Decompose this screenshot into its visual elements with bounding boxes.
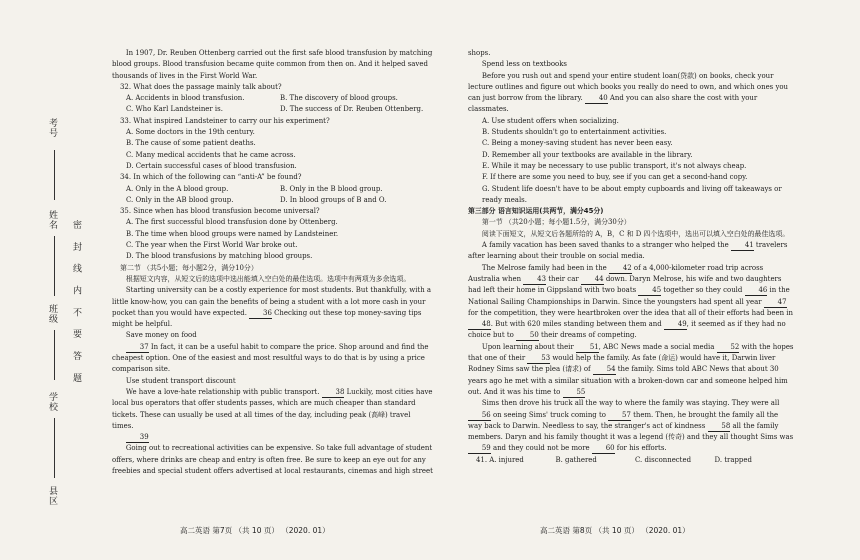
passage-paragraph [112, 285, 434, 330]
text: with the hopes that one of their [468, 342, 794, 363]
option-b: B. Students shouldn't go to entertainment activities. [482, 128, 667, 137]
text: would help the family. As fate (命运) would have it, Darwin liver Rodney Sims saw the plea (请求) of [468, 354, 776, 374]
question-35: 35. Since when has blood transfusion become universal? [120, 207, 320, 216]
text: Luckily, most cities have local bus operators that offer students passes, which are much cheaper than standard tickets. These can usually be used at all times of the day, including peak (高峰) travel times. [112, 387, 433, 430]
blank-51: 51 [576, 343, 599, 353]
text: Upon learning about their [481, 342, 574, 351]
text: of a 4,000-kilometer road trip across Australia when [468, 263, 764, 283]
page-8-column [468, 48, 794, 466]
option-b: B. gathered [555, 455, 597, 464]
binding-margin [0, 0, 92, 560]
blank-53: 53 [527, 354, 550, 364]
option-a: A. Some doctors in the 19th century. [126, 128, 255, 137]
blank-54: 54 [593, 365, 616, 375]
text: together so they could [663, 286, 743, 295]
label-xuexiao: 学校 [47, 392, 57, 412]
xuexiao-line [54, 418, 55, 478]
subheading: Save money on food [125, 331, 197, 340]
section-2-heading: 第二节 （共5小题；每小题2分，满分10分） [120, 263, 258, 272]
option-c: C. Many medical accidents that he came across. [126, 150, 296, 159]
banji-line [54, 330, 55, 380]
passage-paragraph [112, 342, 434, 376]
part-3-heading: 第三部分 语言知识运用(共两节，满分45分) [468, 207, 604, 216]
xingming-line [54, 236, 55, 296]
cloze-paragraph [468, 398, 794, 454]
text: their dreams of competing. [540, 331, 637, 340]
blank-36: 36 [249, 309, 272, 319]
option-c: C. disconnected [635, 455, 692, 464]
text: them. Then, he brought the family all the way back to Darwin. Needless to say, the stranger's act of kindness [468, 410, 779, 430]
text: , ABC News made a social media [598, 342, 715, 351]
blank-56: 56 [468, 411, 491, 421]
text: travelers after learning about their trouble on social media. [468, 241, 788, 261]
text: and they could not be more [492, 444, 590, 453]
option-b: B. The discovery of blood groups. [280, 94, 398, 103]
text: A family vacation has been saved thanks to a stranger who helped the [481, 241, 729, 250]
option-c: C. Who Karl Landsteiner is. [126, 105, 223, 114]
option-a: 41. A. injured [476, 455, 524, 464]
text: The Melrose family had been in the [481, 263, 607, 272]
blank-58: 58 [708, 422, 731, 432]
blank-43: 43 [523, 275, 546, 285]
text: We have a love-hate relationship with public transport. [125, 387, 320, 396]
passage-paragraph: In 1907, Dr. Reuben Ottenberg carried out the first safe blood transfusion by matching blood groups. Blood transfusion became quite common from then on. And it helped saved thousands of lives in the First World War. [112, 49, 433, 80]
label-xingming: 姓名 [47, 210, 57, 230]
option-d: D. trapped [714, 455, 752, 464]
passage-continuation: shops. [468, 49, 491, 57]
option-e: E. While it may be necessary to use public transport, it's not always cheap. [482, 161, 747, 170]
blank-46: 46 [745, 286, 768, 296]
option-a: A. Accidents in blood transfusion. [126, 94, 245, 103]
option-d: D. The success of Dr. Reuben Ottenberg. [280, 105, 424, 114]
blank-55: 55 [563, 388, 586, 398]
page-7-column [112, 48, 434, 477]
blank-38: 38 [322, 388, 345, 398]
text: all the family members. Daryn and his family thought it was a legend (传奇) and they all thought Sims was [468, 421, 794, 442]
question-34-options-row1 [112, 184, 434, 195]
option-d: D. In blood groups of B and O. [280, 195, 387, 204]
option-c: C. Being a money-saving student has never been easy. [482, 139, 673, 148]
option-a: A. The first successful blood transfusion done by Ottenberg. [126, 218, 338, 227]
blank-41: 41 [731, 241, 754, 251]
section-2-instructions: 根据短文内容，从短文后的选项中选出能填入空白处的最佳选项。选项中有两项为多余选项。 [125, 274, 411, 283]
option-c: C. Only in the AB blood group. [126, 195, 234, 204]
text: Starting university can be a costly experience for most students. But thankfully, with a little know-how, you can gain the benefits of being a student with a lot more cash in your pocket than you would have expected. [112, 286, 432, 317]
text: the family. Sims told ABC News that about 30 years ago he met with a similar situation with a broken-down car and someone helped him out. And it was his time to [468, 365, 788, 396]
blank-47: 47 [764, 298, 787, 308]
text: And you can also share the cost with your classmates. [468, 94, 758, 114]
blank-50: 50 [516, 331, 539, 341]
text: for his efforts. [616, 444, 667, 453]
text: In fact, it can be a useful habit to compare the price. Shop around and find the cheapest option. One of the easiest and most resultful ways to do that is by using a price comparison site. [112, 342, 429, 374]
cloze-paragraph [468, 263, 794, 342]
page-8-footer: 高二英语 第8页 （共 10 页） （2020. 01） [540, 526, 690, 535]
section-1-heading: 第一节 （共20小题；每小题1.5分，满分30分） [481, 218, 631, 227]
cloze-paragraph [468, 240, 794, 263]
blank-42: 42 [609, 264, 632, 274]
blank-59: 59 [468, 444, 491, 454]
text: Checking out these top money-saving tips might be helpful. [112, 308, 422, 329]
text: in the National Sailing Championships in Darwin. Since the youngsters had spent all year [468, 286, 790, 306]
subheading: Use student transport discount [125, 376, 236, 385]
question-41 [468, 455, 794, 466]
subheading-blank [112, 432, 434, 443]
blank-37: 37 [126, 343, 149, 353]
question-33: 33. What inspired Landsteiner to carry our his experiment? [120, 116, 330, 125]
blank-44: 44 [581, 275, 604, 285]
blank-52: 52 [717, 343, 740, 353]
option-g: G. Student life doesn't have to be about empty cupboards and living off takeaways or ready meals. [482, 184, 782, 204]
passage-paragraph [112, 387, 434, 432]
question-32-options-row2 [112, 104, 434, 115]
question-34-options-row2 [112, 195, 434, 206]
blank-40: 40 [585, 94, 608, 104]
option-a: A. Only in the A blood group. [126, 184, 229, 193]
option-c: C. The year when the First World War broke out. [126, 241, 298, 250]
blank-60: 60 [592, 444, 615, 454]
option-d: D. Remember all your textbooks are available in the library. [482, 150, 693, 159]
text: . But with 620 miles standing between them and [490, 320, 662, 329]
cloze-paragraph [468, 342, 794, 398]
option-d: D. Certain successful cases of blood transfusion. [126, 161, 297, 170]
page-7-footer: 高二英语 第7页 （共 10 页） （2020. 01） [180, 526, 330, 535]
question-32-options-row1 [112, 93, 434, 104]
question-34: 34. In which of the following can “anti-A” be found? [120, 173, 302, 182]
text: Before you rush out and spend your entire student loan(贷款) on books, check your lecture outlines and figure out which books you really do need to own, and which ones you can just borrow from the library. [468, 71, 789, 103]
text: on seeing Sims' truck coming to [492, 410, 606, 419]
text: for the competition, they were heartbroken over the idea that all of their efforts had been in [468, 308, 793, 317]
blank-57: 57 [608, 411, 631, 421]
option-b: B. Only in the B blood group. [280, 184, 383, 193]
text: their car [548, 274, 579, 283]
label-kaohao: 考号 [47, 118, 57, 138]
section-1-instructions: 阅读下面短文，从短文后各题所给的 A，B，C 和 D 四个选项中，选出可以填入空白处的最佳选项。 [481, 229, 790, 238]
option-b: B. The time when blood groups were named by Landsteiner. [126, 229, 339, 238]
passage-paragraph [468, 71, 794, 116]
question-32: 32. What does the passage mainly talk about? [120, 82, 282, 91]
option-d: D. The blood transfusions by matching blood groups. [126, 252, 313, 261]
passage-paragraph: Going out to recreational activities can be expensive. So take full advantage of student offers, where drinks are cheap and entry is often free. Be sure to keep an eye out for any freebies and special student offers advertised at local restaurants, cinemas and high street [112, 444, 433, 475]
blank-45: 45 [638, 286, 661, 296]
text: Sims then drove his truck all the way to where the family was staying. They were all [481, 399, 780, 408]
option-f: F. If there are some you need to buy, see if you can get a second-hand copy. [482, 173, 748, 182]
seal-line-notice: 密 封 线 内 不 要 答 题 [71, 220, 81, 388]
blank-49: 49 [664, 320, 687, 330]
text: down. Daryn Melrose, his wife and two daughters had left their home in Gippsland with two boats [468, 274, 782, 295]
option-a: A. Use student offers when socializing. [482, 116, 619, 125]
blank-48: 48 [468, 320, 491, 330]
label-xianqu: 县区 [47, 486, 57, 506]
kaohao-line [54, 150, 55, 200]
option-b: B. The cause of some patient deaths. [126, 139, 256, 148]
subheading: Spend less on textbooks [481, 60, 567, 69]
label-banji: 班级 [47, 304, 57, 324]
text: , it seemed as if they had no choice but to [468, 320, 786, 340]
blank-39: 39 [126, 433, 149, 443]
